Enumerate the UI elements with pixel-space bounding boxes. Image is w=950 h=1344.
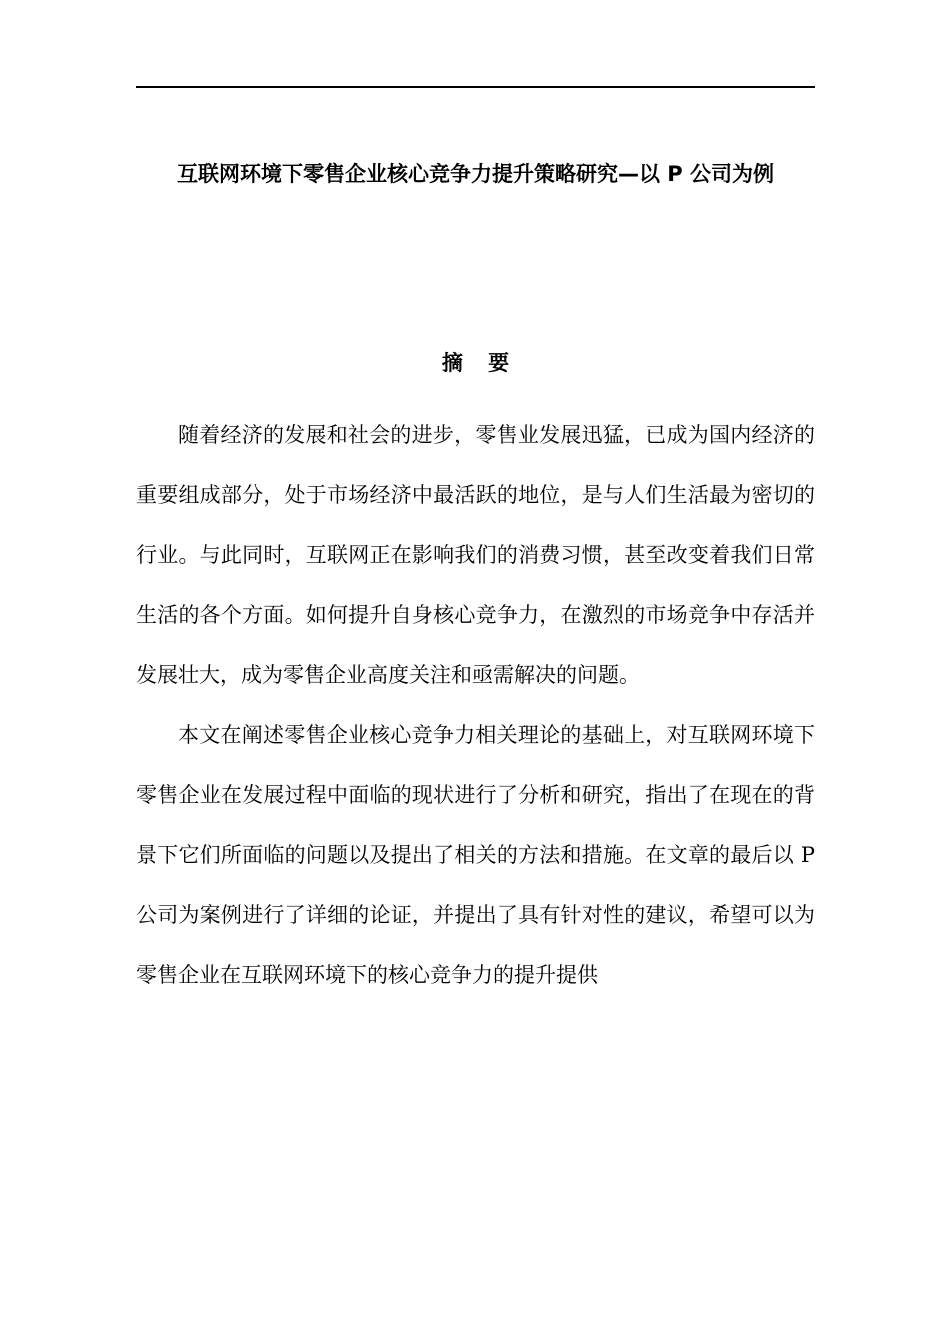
abstract-paragraph-1: 随着经济的发展和社会的进步，零售业发展迅猛，已成为国内经济的重要组成部分，处于市场经济中最活跃的地位，是与人们生活最为密切的行业。与此同时，互联网正在影响我们的消费习惯，甚至改变着我们日常生活的各个方面。如何提升自身核心竞争力，在激烈的市场竞争中存活并发展壮大，成为零售企业高度关注和亟需解决的问题。 [136,423,815,687]
document-title: 互联网环境下零售企业核心竞争力提升策略研究—以 P 公司为例 [176,162,774,186]
header-rule [136,86,815,88]
abstract-paragraph-2: 本文在阐述零售企业核心竞争力相关理论的基础上，对互联网环境下零售企业在发展过程中面临的现状进行了分析和研究，指出了在现在的背景下它们所面临的问题以及提出了相关的方法和措施。在文章的最后以 P 公司为案例进行了详细的论证，并提出了具有针对性的建议，希望可以为零售企业在互联网环境下的核心竞争力的提升提供 [136,723,815,987]
abstract-heading: 摘要 [441,351,535,375]
abstract-body [136,405,815,1005]
